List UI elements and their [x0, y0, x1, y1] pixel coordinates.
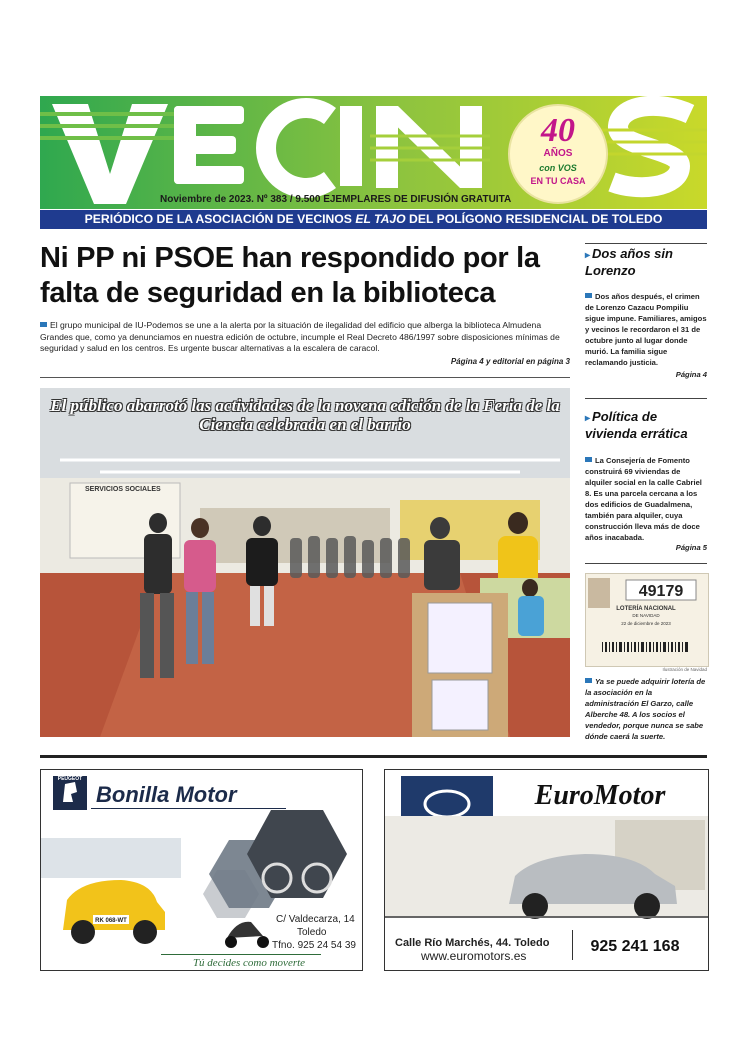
sidebar-ref-2: Página 5 — [675, 543, 707, 552]
feature-photo — [40, 388, 570, 737]
ad-left-tagline: Tú decides como moverte — [192, 957, 306, 969]
ad-right-web: www.euromotors.es — [421, 949, 527, 963]
sidebar-divider — [585, 243, 707, 244]
badge-number: 40 — [541, 112, 575, 149]
strap-em: EL TAJO — [355, 212, 406, 226]
strap-pre: PERIÓDICO DE LA ASOCIACIÓN DE VECINOS — [84, 212, 356, 226]
section-divider — [40, 755, 707, 758]
ad-right-phone: 925 241 168 — [590, 938, 680, 955]
ad-bonilla-motor[interactable] — [40, 769, 363, 971]
ticket-credit: Ilustración de Navidad — [662, 667, 707, 672]
ticket-title: LOTERÍA NACIONAL — [616, 606, 676, 612]
science-fair-scene — [40, 388, 570, 737]
sidebar-body-2 — [585, 455, 707, 543]
sidebar-body-1 — [585, 291, 707, 368]
sidebar-title-1-text: Dos años sin Lorenzo — [585, 246, 673, 278]
ad-left-address-1: C/ Valdecarza, 14 — [276, 914, 355, 925]
issue-line: Noviembre de 2023. Nº 383 / 9.500 EJEMPLARES DE DIFUSIÓN GRATUITA — [160, 194, 512, 205]
sidebar-body-2-text: La Consejería de Fomento construirá 69 viviendas de alquiler social en la calle Cabriel 8. Es una parcela cercana a los dos edificios de Guadalmena, también para alquiler, cuya construcción lleva más de doce años inacabada. — [585, 456, 702, 542]
euromotor-ad-art — [385, 770, 708, 970]
ad-right-brand: EuroMotor — [534, 780, 666, 811]
photo-sign: SERVICIOS SOCIALES — [85, 486, 161, 493]
ad-left-brand: Bonilla Motor — [96, 782, 237, 807]
bonilla-ad-art — [41, 770, 362, 970]
badge-home: EN TU CASA — [530, 176, 586, 186]
ad-left-plate: RK 068-WT — [95, 918, 127, 924]
ad-left-badge: PEUGEOT — [57, 776, 83, 782]
bullet-square-icon — [40, 322, 47, 327]
bullet-square-icon — [585, 457, 592, 462]
sidebar-divider — [585, 398, 707, 399]
bullet-square-icon — [585, 293, 592, 298]
lottery-ticket-art — [586, 574, 708, 666]
ad-left-address-3: Tfno. 925 24 54 39 — [272, 940, 356, 951]
logo-letter-c — [266, 108, 330, 188]
badge-with-you: con VOS — [539, 163, 577, 173]
sidebar-body-1-text: Dos años después, el crimen de Lorenzo Cazacu Pompiliu sigue impune. Familiares, amigos y vecinos le recordaron el 31 de octubre junto al lugar donde murió. La familia sigue reclamando justicia. — [585, 292, 707, 367]
sidebar-title-2[interactable] — [585, 409, 707, 441]
divider — [40, 377, 570, 378]
ad-euromotor[interactable] — [384, 769, 709, 971]
sidebar-divider — [585, 563, 707, 564]
arrow-right-icon: ▸ — [585, 413, 591, 424]
masthead — [40, 96, 707, 209]
badge-years: AÑOS — [543, 148, 573, 159]
sidebar-ref-1: Página 4 — [675, 370, 707, 379]
arrow-right-icon: ▸ — [585, 250, 591, 261]
main-headline[interactable]: Ni PP ni PSOE han respondido por la falta de seguridad en la biblioteca — [40, 242, 540, 309]
lottery-ticket — [585, 573, 709, 667]
main-page-ref: Página 4 y editorial en página 3 — [450, 357, 570, 366]
strap-post: DEL POLÍGONO RESIDENCIAL DE TOLEDO — [405, 212, 663, 226]
anniversary-badge — [508, 104, 608, 204]
main-lede — [40, 320, 570, 355]
logo-letter-v — [52, 104, 168, 204]
ad-right-address: Calle Río Marchés, 44. Toledo — [395, 937, 550, 949]
logo-letter-i — [340, 106, 362, 186]
logo-letter-s — [612, 106, 690, 187]
photo-caption: El público abarrotó las actividades de la novena edición de la Feria de la Ciencia celebrada en el barrio — [50, 396, 560, 434]
main-lede-text: El grupo municipal de IU-Podemos se une a la alerta por la situación de ilegalidad del edificio que alberga la biblioteca Almudena Grandes que, como ya denunciamos en nuestra edición de octubre, incumple el Real Decreto 486/1997 sobre disposiciones mínimas de seguridad y salud en los centros. Es urgente buscar alternativas a la escalera de caracol. — [40, 320, 560, 353]
logo-letter-e — [174, 106, 244, 184]
bullet-square-icon — [585, 678, 592, 683]
ticket-subtitle: DE NAVIDAD — [632, 613, 660, 618]
sidebar-title-1[interactable] — [585, 246, 707, 278]
ticket-number: 49179 — [638, 583, 684, 600]
masthead-strap — [40, 210, 707, 229]
lottery-note — [585, 676, 707, 742]
ticket-date: 22 de diciembre de 2023 — [621, 621, 671, 626]
lottery-note-text: Ya se puede adquirir lotería de la asociación en la administración El Garzo, calle Alberche 48. A los socios el vendedor, porque nunca se sabe dónde caerá la suerte. — [585, 677, 706, 741]
ad-left-address-2: Toledo — [297, 927, 327, 938]
sidebar-title-2-text: Política de vivienda errática — [585, 409, 688, 441]
